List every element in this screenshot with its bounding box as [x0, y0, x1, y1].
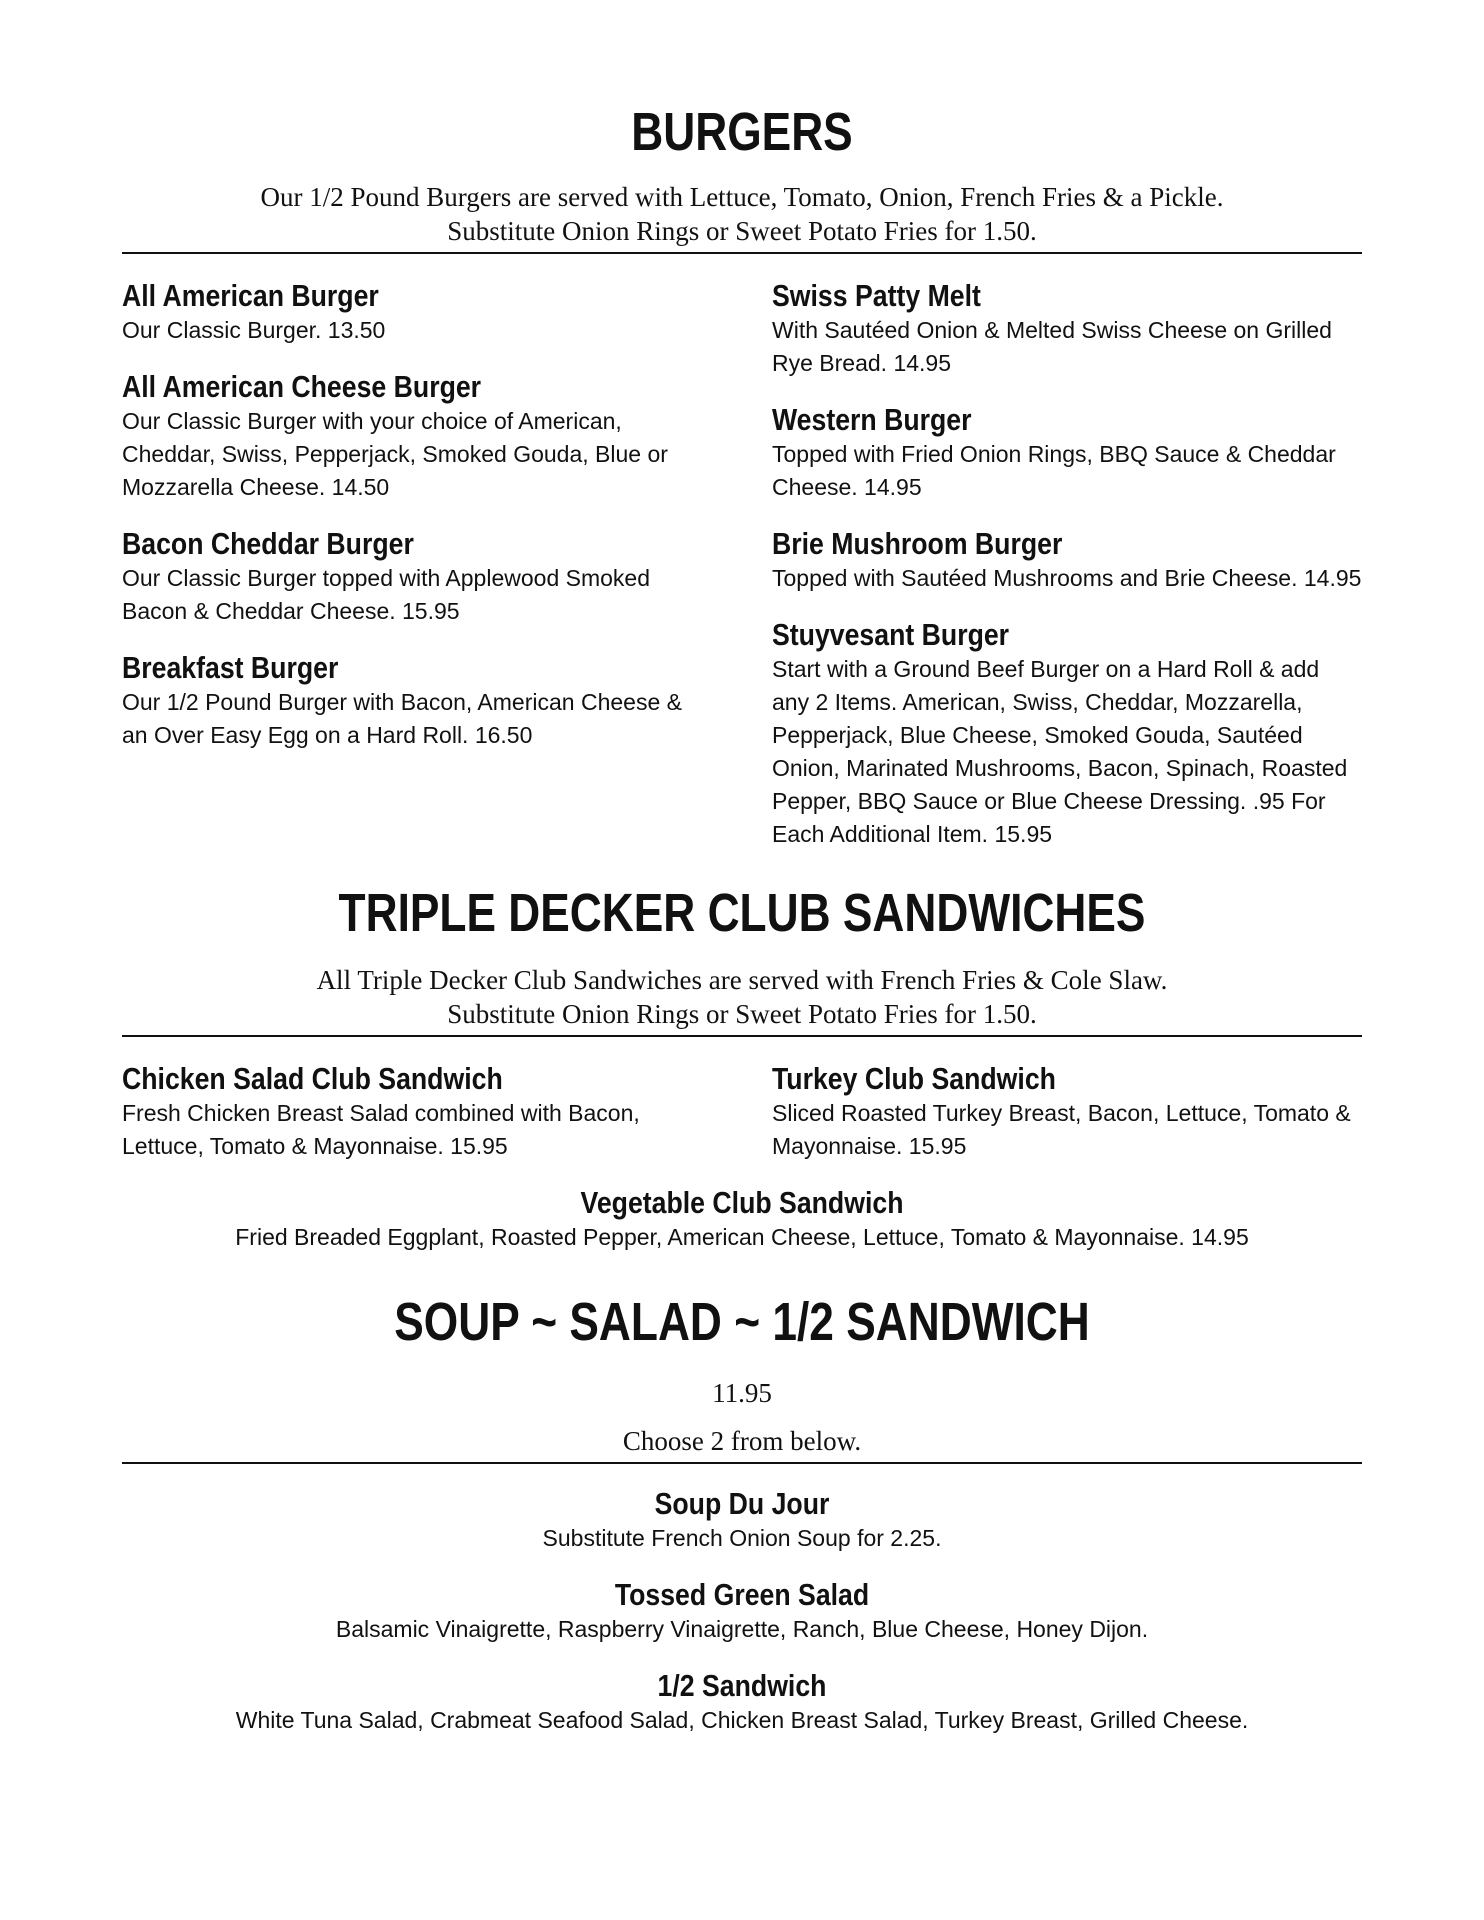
item-description: Fried Breaded Eggplant, Roasted Pepper, American Cheese, Lettuce, Tomato & Mayonnaise. 14.95 [235, 1224, 1249, 1250]
menu-item [772, 617, 1362, 851]
item-name: All American Cheese Burger [122, 369, 482, 404]
item-description: Our 1/2 Pound Burger with Bacon, American Cheese & an Over Easy Egg on a Hard Roll. 16.50 [122, 689, 682, 748]
item-name: Chicken Salad Club Sandwich [122, 1061, 503, 1096]
item-description: Our Classic Burger. 13.50 [122, 317, 386, 343]
item-name: Western Burger [772, 402, 972, 437]
menu-item [122, 278, 712, 347]
right-column [772, 254, 1362, 851]
menu-item [772, 402, 1362, 504]
item-name: Stuyvesant Burger [772, 617, 1010, 652]
item-name: Soup Du Jour [654, 1486, 830, 1521]
combo-section [122, 1290, 1362, 1737]
menu-item [772, 1061, 1362, 1163]
section-intro: Substitute Onion Rings or Sweet Potato Fries for 1.50. [447, 999, 1037, 1029]
item-name: All American Burger [122, 278, 379, 313]
menu-item [122, 1668, 1362, 1737]
divider [122, 1462, 1362, 1464]
item-description: Our Classic Burger with your choice of American, Cheddar, Swiss, Pepperjack, Smoked Gouda, Blue or Mozzarella Cheese. 14.50 [122, 408, 668, 500]
item-description: With Sautéed Onion & Melted Swiss Cheese on Grilled Rye Bread. 14.95 [772, 317, 1332, 376]
section-title: TRIPLE DECKER CLUB SANDWICHES [338, 883, 1146, 943]
section-intro: All Triple Decker Club Sandwiches are served with French Fries & Cole Slaw. [316, 965, 1168, 995]
item-name: Vegetable Club Sandwich [580, 1185, 904, 1220]
item-description: Our Classic Burger topped with Applewood Smoked Bacon & Cheddar Cheese. 15.95 [122, 565, 651, 624]
item-name: Swiss Patty Melt [772, 278, 981, 313]
menu-item [772, 526, 1362, 595]
item-description: Topped with Sautéed Mushrooms and Brie Cheese. 14.95 [772, 565, 1362, 591]
burgers-section [122, 100, 1362, 851]
item-name: 1/2 Sandwich [657, 1668, 827, 1703]
menu-item [122, 369, 712, 504]
item-name: Breakfast Burger [122, 650, 339, 685]
left-column [122, 254, 712, 851]
item-name: Bacon Cheddar Burger [122, 526, 414, 561]
item-description: Start with a Ground Beef Burger on a Hard Roll & add any 2 Items. American, Swiss, Cheddar, Mozzarella, Pepperjack, Blue Cheese, Smoked Gouda, Sautéed Onion, Marinated Mushrooms, Bacon, Spinach, Roasted Pepper, BBQ Sauce or Blue Cheese Dressing. .95 For Each Additional Item. 15.95 [772, 656, 1348, 847]
menu-item [122, 650, 712, 752]
right-column [772, 1037, 1362, 1163]
section-title: SOUP ~ SALAD ~ 1/2 SANDWICH [394, 1292, 1090, 1352]
combo-instruction: Choose 2 from below. [622, 1426, 862, 1456]
burgers-columns [122, 254, 1362, 851]
menu-item [122, 1577, 1362, 1646]
clubs-section [122, 881, 1362, 1254]
menu-item [122, 1486, 1362, 1555]
item-description: Substitute French Onion Soup for 2.25. [542, 1525, 942, 1551]
section-intro: Substitute Onion Rings or Sweet Potato Fries for 1.50. [447, 216, 1037, 246]
item-description: Topped with Fried Onion Rings, BBQ Sauce & Cheddar Cheese. 14.95 [772, 441, 1336, 500]
item-name: Turkey Club Sandwich [772, 1061, 1056, 1096]
item-name: Tossed Green Salad [614, 1577, 870, 1612]
menu-item [122, 526, 712, 628]
section-intro: Our 1/2 Pound Burgers are served with Lettuce, Tomato, Onion, French Fries & a Pickle. [260, 182, 1224, 212]
menu-item [122, 1185, 1362, 1254]
item-name: Brie Mushroom Burger [772, 526, 1063, 561]
item-description: Sliced Roasted Turkey Breast, Bacon, Lettuce, Tomato & Mayonnaise. 15.95 [772, 1100, 1351, 1159]
menu-item [772, 278, 1362, 380]
menu-item [122, 1061, 712, 1163]
left-column [122, 1037, 712, 1163]
section-title: BURGERS [631, 102, 853, 162]
menu-page [122, 100, 1362, 1737]
item-description: Balsamic Vinaigrette, Raspberry Vinaigrette, Ranch, Blue Cheese, Honey Dijon. [335, 1616, 1149, 1642]
clubs-columns [122, 1037, 1362, 1163]
item-description: Fresh Chicken Breast Salad combined with Bacon, Lettuce, Tomato & Mayonnaise. 15.95 [122, 1100, 640, 1159]
combo-price: 11.95 [712, 1378, 772, 1408]
item-description: White Tuna Salad, Crabmeat Seafood Salad, Chicken Breast Salad, Turkey Breast, Grilled Cheese. [235, 1707, 1249, 1733]
